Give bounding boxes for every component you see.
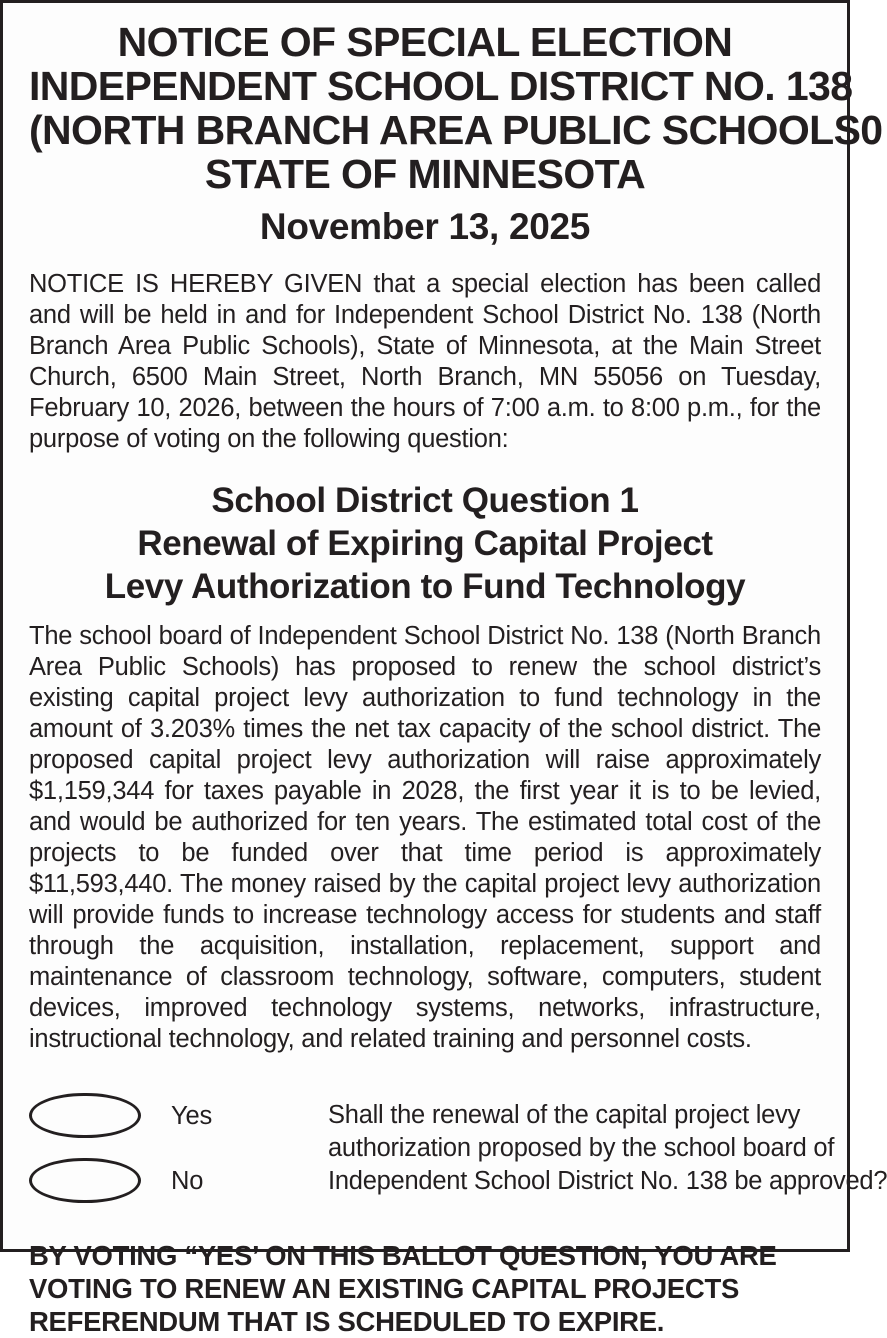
- ballot-oval-icon[interactable]: [29, 1158, 141, 1203]
- question-heading-line-3: Levy Authorization to Fund Technology: [104, 567, 746, 606]
- footer-statement-line-1: BY VOTING “YES’ ON THIS BALLOT QUESTION, YOU ARE: [29, 1240, 777, 1271]
- ballot-question-text: [299, 1077, 887, 1198]
- masthead-line-state: STATE OF MINNESOTA: [204, 151, 646, 197]
- ballot-option-no[interactable]: [29, 1148, 299, 1213]
- notice-date: November 13, 2025: [259, 206, 591, 247]
- masthead-line-notice: NOTICE OF SPECIAL ELECTION: [117, 19, 733, 65]
- footer-section: [3, 1239, 847, 1338]
- ballot-option-yes[interactable]: [29, 1083, 299, 1148]
- ballot-option-label-no: No: [171, 1166, 204, 1195]
- masthead-line-district: INDEPENDENT SCHOOL DISTRICT NO. 138: [29, 63, 853, 109]
- notice-paragraph: NOTICE IS HEREBY GIVEN that a special election has been called and will be held in and for Independent School District No. 138 (North Branch Area Public Schools), State of Minnesota, at the Main Street Church, 6500 Main Street, North Branch, MN 55056 on Tuesday, February 10, 2026, between the hours of 7:00 a.m. to 8:00 p.m., for the purpose of voting on the following question:: [29, 270, 821, 453]
- question-heading-line-1: School District Question 1: [211, 481, 639, 520]
- detail-section: [3, 621, 847, 1055]
- ballot-oval-icon[interactable]: [29, 1093, 141, 1138]
- footer-statement-line-2: VOTING TO RENEW AN EXISTING CAPITAL PROJECTS: [29, 1273, 740, 1304]
- masthead: [29, 3, 883, 249]
- ballot-sample: [29, 1077, 887, 1213]
- masthead-line-district-name: (NORTH BRANCH AREA PUBLIC SCHOOLS0: [29, 107, 883, 153]
- levy-detail-paragraph: The school board of Independent School District No. 138 (North Branch Area Public Schools) has proposed to renew the school district’s existing capital project levy authorization to fund technology in the amount of 3.203% times the net tax capacity of the school district. The proposed capital project levy authorization will raise approximately $1,159,344 for taxes payable in 2028, the first year it is to be levied, and would be authorized for ten years. The estimated total cost of the projects to be funded over that time period is approximately $11,593,440. The money raised by the capital project levy authorization will provide funds to increase technology access for students and staff through the acquisition, installation, replacement, support and maintenance of classroom technology, software, computers, student devices, improved technology systems, networks, infrastructure, instructional technology, and related training and personnel costs.: [29, 622, 821, 1053]
- footer-statement-line-3: REFERENDUM THAT IS SCHEDULED TO EXPIRE.: [29, 1306, 665, 1337]
- footer-statement: [29, 1239, 821, 1338]
- question-heading-section: [3, 479, 847, 608]
- masthead-section: [3, 3, 883, 249]
- ballot-option-label-yes: Yes: [171, 1101, 212, 1130]
- ballot-section: [3, 1077, 887, 1213]
- ballot-question-line-2: authorization proposed by the school board of: [328, 1134, 835, 1162]
- ballot-options: [29, 1077, 299, 1213]
- notice-section: [3, 269, 847, 455]
- question-heading: [29, 479, 821, 608]
- ballot-question-line-3: Independent School District No. 138 be approved?: [328, 1167, 887, 1195]
- question-heading-line-2: Renewal of Expiring Capital Project: [137, 524, 713, 563]
- ballot-question-line-1: Shall the renewal of the capital project levy: [328, 1101, 801, 1129]
